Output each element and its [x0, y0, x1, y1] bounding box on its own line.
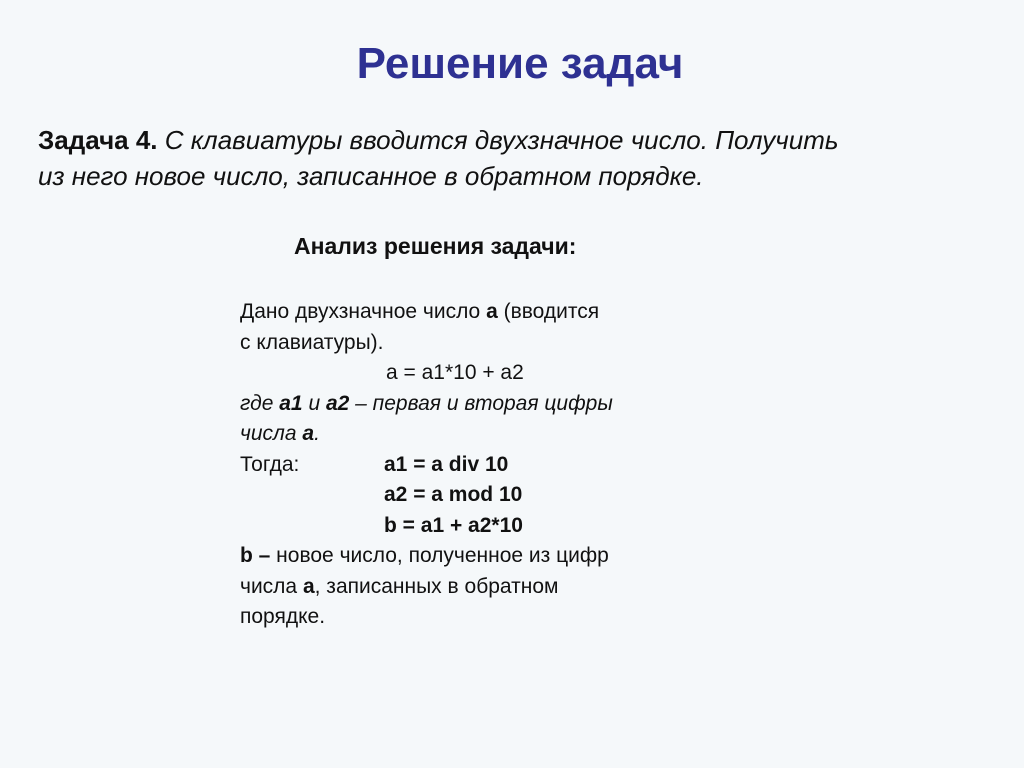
result-line-2	[240, 572, 710, 603]
given-text: Дано двухзначное число	[240, 300, 487, 323]
result-line-1	[240, 541, 710, 572]
given-line-2: с клавиатуры).	[240, 330, 384, 354]
where-a1: a1	[279, 391, 303, 415]
result-text-2-post: , записанных в обратном	[314, 574, 559, 598]
calc-b-line	[240, 511, 710, 542]
where-line	[240, 389, 710, 420]
calc-a1: a1 = a div 10	[384, 452, 509, 476]
number-of-line	[240, 419, 710, 450]
task-label: Задача 4.	[38, 125, 158, 155]
where-text: где	[240, 391, 280, 415]
result-variable-a: a	[302, 574, 315, 598]
given-text-post: (вводится	[497, 300, 600, 323]
result-text-1: новое число, полученное из цифр	[270, 544, 609, 567]
then-label: Тогда:	[240, 452, 300, 476]
analysis-body	[240, 297, 710, 633]
result-line-3: порядке.	[240, 605, 326, 628]
given-line-1	[240, 297, 710, 328]
task-text-line-2: из него новое число, записанное в обратном порядке.	[38, 161, 704, 191]
where-and: и	[302, 391, 326, 415]
formula-line	[240, 358, 710, 389]
task-statement	[38, 122, 998, 194]
then-line	[240, 450, 710, 481]
calc-b: b = a1 + a2*10	[384, 513, 523, 537]
number-of-text: числа	[240, 422, 303, 445]
analysis-heading: Анализ решения задачи:	[294, 233, 577, 259]
given-variable: a	[486, 300, 498, 323]
result-text-2: числа	[240, 574, 303, 598]
number-of-variable: a	[302, 422, 315, 445]
formula: a = a1*10 + a2	[386, 361, 524, 384]
where-a2: a2	[325, 391, 350, 415]
task-text-line-1: С клавиатуры вводится двухзначное число. Получить	[164, 125, 839, 155]
calc-a2: a2 = a mod 10	[384, 483, 523, 506]
calc-a2-line	[240, 480, 710, 511]
number-of-post: .	[314, 422, 320, 445]
slide-title: Решение задач	[356, 39, 684, 88]
where-text-post: – первая и вторая цифры	[349, 391, 613, 415]
result-variable: b –	[240, 544, 271, 567]
